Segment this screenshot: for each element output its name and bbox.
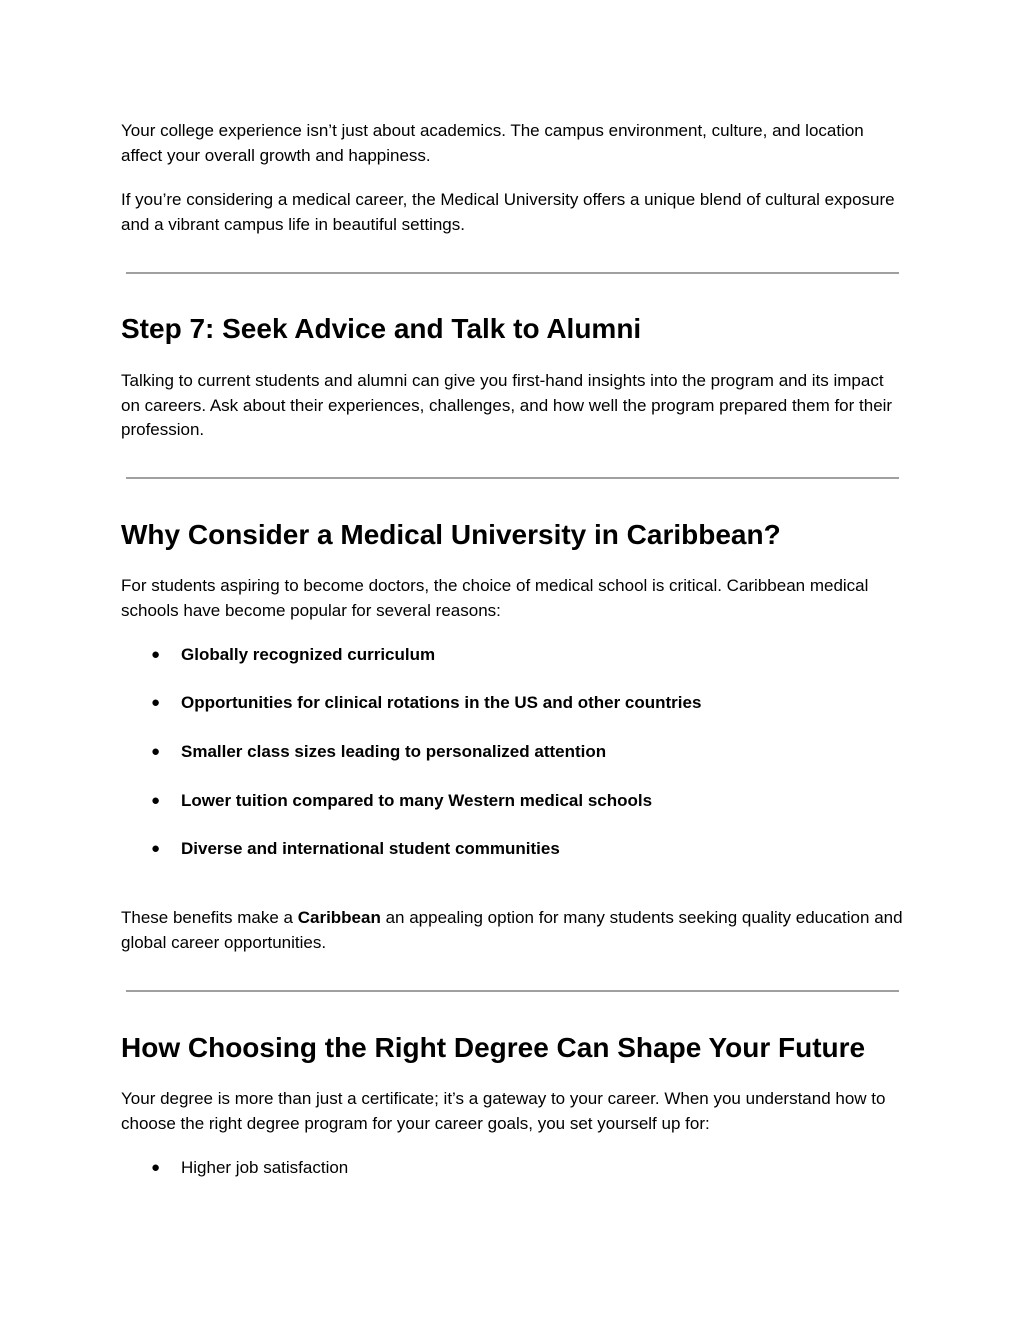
list-item: ● Opportunities for clinical rotations in the US and other countries (181, 691, 701, 715)
step7-paragraph: Talking to current students and alumni can give you first-hand insights into the program and its impact on careers. Ask about their experiences, challenges, and how well the program prepared them for their profession. (121, 371, 893, 439)
bullet-icon: ● (151, 840, 161, 857)
list-item: ● Globally recognized curriculum (181, 643, 435, 667)
bullet-icon: ● (151, 792, 161, 809)
bullet-icon: ● (151, 646, 161, 663)
caribbean-paragraph: For students aspiring to become doctors, the choice of medical school is critical. Caribbean medical schools have become popular for several reasons: (121, 576, 869, 620)
degree-heading: How Choosing the Right Degree Can Shape Your Future (121, 1032, 866, 1063)
degree-paragraph: Your degree is more than just a certificate; it’s a gateway to your career. When you understand how to choose the right degree program for your career goals, you set yourself up for: (121, 1089, 886, 1133)
caribbean-closing-paragraph: These benefits make a Caribbean an appealing option for many students seeking quality education and global career opportunities. (121, 908, 903, 952)
caribbean-heading: Why Consider a Medical University in Caribbean? (121, 519, 781, 550)
list-item: ● Smaller class sizes leading to personalized attention (181, 740, 606, 764)
bullet-icon: ● (151, 743, 161, 760)
list-item: ● Higher job satisfaction (181, 1156, 348, 1180)
intro-paragraph-2: If you’re considering a medical career, the Medical University offers a unique blend of cultural exposure and a vibrant campus life in beautiful settings. (121, 190, 895, 234)
caribbean-emphasis: Caribbean (297, 908, 381, 927)
step7-heading: Step 7: Seek Advice and Talk to Alumni (121, 313, 642, 344)
section-divider (126, 272, 899, 274)
intro-paragraph-1: Your college experience isn’t just about academics. The campus environment, culture, and location affect your overall growth and happiness. (121, 121, 864, 165)
section-divider (126, 477, 899, 479)
list-item: ● Lower tuition compared to many Western medical schools (181, 789, 652, 813)
bullet-icon: ● (151, 694, 161, 711)
list-item: ● Diverse and international student communities (181, 837, 560, 861)
section-divider (126, 990, 899, 992)
bullet-icon: ● (151, 1159, 161, 1176)
